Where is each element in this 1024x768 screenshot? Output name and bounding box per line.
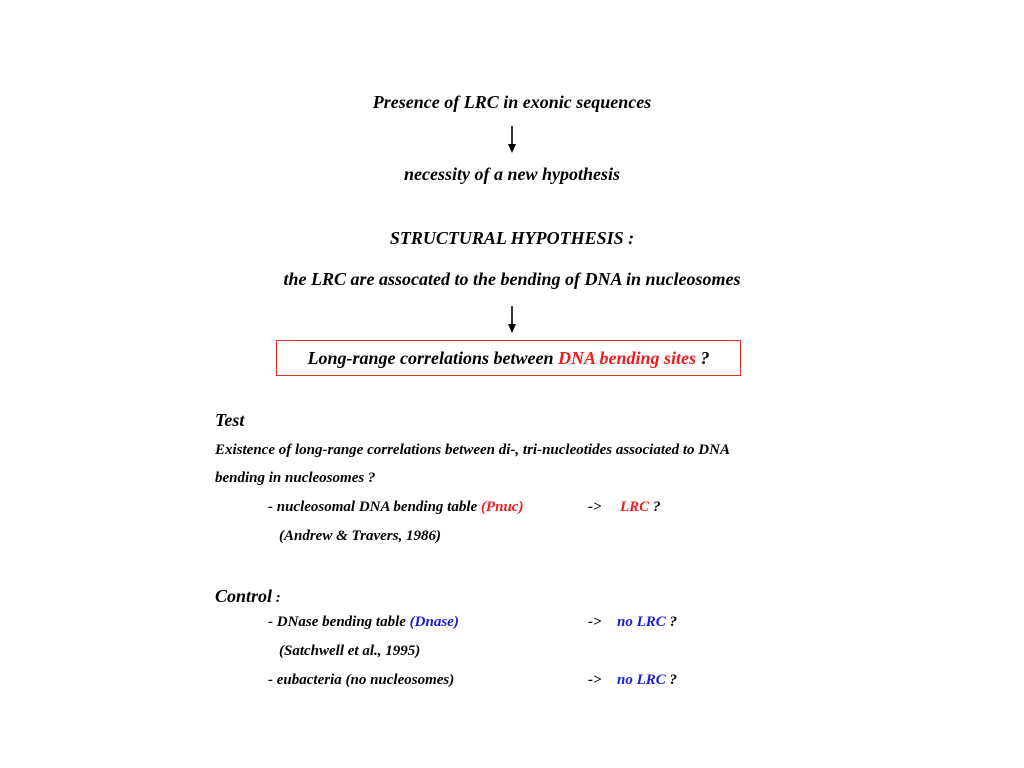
control-heading-text: Control [215,586,273,606]
control-item-label: - DNase bending table [268,614,410,630]
control-item-dnase [268,614,459,631]
control-item-result-suffix: ? [665,672,678,688]
presence-line: Presence of LRC in exonic sequences [372,92,652,112]
control-item-result-suffix: ? [665,614,678,630]
control-item-arrow: -> [588,614,602,630]
question-suffix: ? [696,347,710,368]
test-item-label: - nucleosomal DNA bending table [268,499,481,515]
control-item-result [617,672,677,689]
question-highlight: DNA bending sites [557,347,697,368]
test-item-reference: (Andrew & Travers, 1986) [279,528,441,544]
control-heading [215,586,281,607]
control-item-result-text: no LRC [617,672,666,688]
control-item-eubacteria: - eubacteria (no nucleosomes) [268,672,455,688]
test-description-line1: Existence of long-range correlations between di-, tri-nucleotides associated to DNA [215,442,730,458]
necessity-line: necessity of a new hypothesis [404,164,620,184]
test-item-tag: (Pnuc) [480,499,524,515]
test-heading: Test [215,410,245,430]
test-item-result-text: LRC [620,499,650,515]
question-text: Long-range correlations between [307,347,558,368]
control-heading-suffix: : [272,590,281,606]
test-item-arrow: -> [588,499,602,515]
control-item-result [617,614,677,631]
down-arrow-icon [506,126,518,154]
control-item-tag: (Dnase) [409,614,459,630]
hypothesis-text: the LRC are assocated to the bending of DNA in nucleosomes [283,269,741,289]
down-arrow-icon [506,306,518,334]
hypothesis-title: STRUCTURAL HYPOTHESIS : [389,228,635,248]
control-item-result-text: no LRC [617,614,666,630]
test-item-result-suffix: ? [649,499,661,515]
test-item-result [620,499,660,516]
test-item [268,499,523,516]
test-description-line2: bending in nucleosomes ? [215,470,376,486]
control-item-arrow: -> [588,672,602,688]
control-item-reference: (Satchwell et al., 1995) [279,643,421,659]
question-box [276,340,741,376]
